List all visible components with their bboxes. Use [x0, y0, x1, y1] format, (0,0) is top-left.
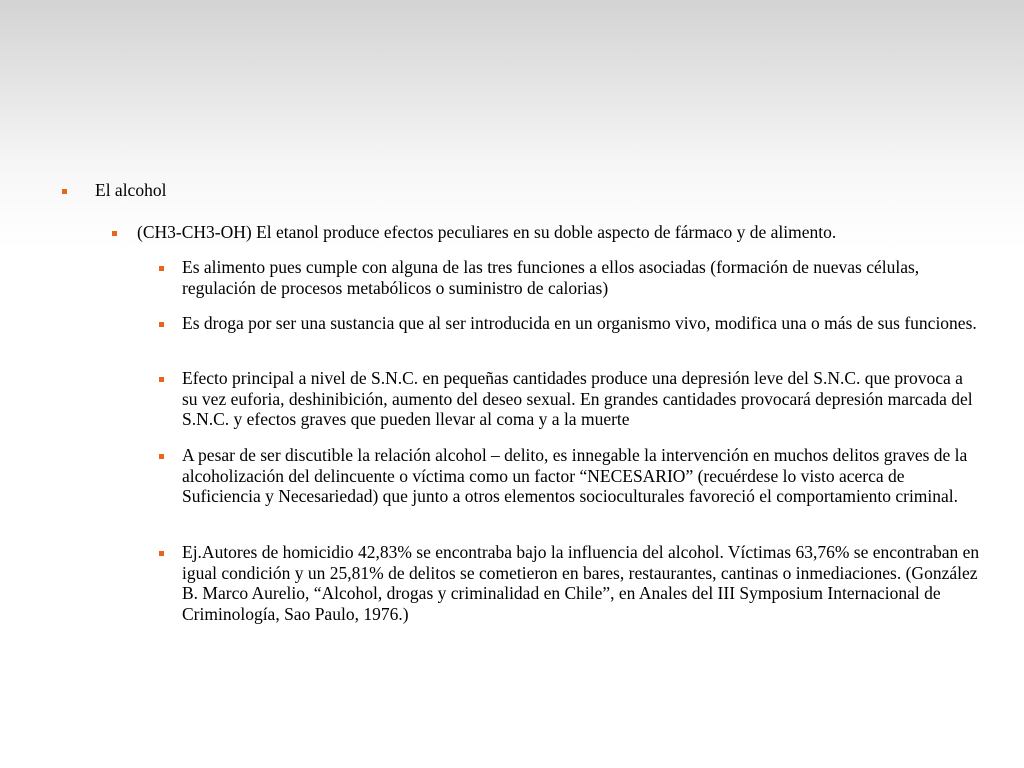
bullet-level3-alimento: Es alimento pues cumple con alguna de las tres funciones a ellos asociadas (formación de nuevas células, regulación de procesos metabólicos o suministro de calorias) [182, 257, 920, 298]
bullet-square-icon [112, 231, 117, 236]
bullet-square-icon [159, 454, 164, 459]
bullet-square-icon [159, 266, 164, 271]
bullet-level3-ejemplo: Ej.Autores de homicidio 42,83% se encontraba bajo la influencia del alcohol. Víctimas 63,76% se encontraban en igual condición y un 25,81% de delitos se cometieron en bares, restaurantes, cantinas o inmediaciones. (González B. Marco Aurelio, “Alcohol, drogas y criminalidad en Chile”, en Anales del III Symposium Internacional de Criminología, Sao Paulo, 1976.) [182, 542, 980, 624]
bullet-level3-delito: A pesar de ser discutible la relación alcohol – delito, es innegable la intervención en muchos delitos graves de la alcoholización del delincuente o víctima como un factor “NECESARIO” (recuérdese lo visto acerca de Suficiencia y Necesariedad) que junto a otros elementos socioculturales favoreció el comportamiento criminal. [182, 445, 968, 506]
bullet-level1-title: El alcohol [95, 180, 167, 200]
bullet-level2-ethanol: (CH3-CH3-OH) El etanol produce efectos peculiares en su doble aspecto de fármaco y de alimento. [137, 222, 837, 242]
bullet-square-icon [159, 322, 164, 327]
bullet-square-icon [62, 189, 67, 194]
bullet-level3-droga: Es droga por ser una sustancia que al ser introducida en un organismo vivo, modifica una o más de sus funciones. [182, 313, 977, 333]
bullet-square-icon [159, 377, 164, 382]
bullet-square-icon [159, 551, 164, 556]
bullet-level3-efecto: Efecto principal a nivel de S.N.C. en pequeñas cantidades produce una depresión leve del S.N.C. que provoca a su vez euforia, deshinibición, aumento del deseo sexual. En grandes cantidades provocará depresión marcada del S.N.C. y efectos graves que pueden llevar al coma y a la muerte [182, 368, 973, 429]
